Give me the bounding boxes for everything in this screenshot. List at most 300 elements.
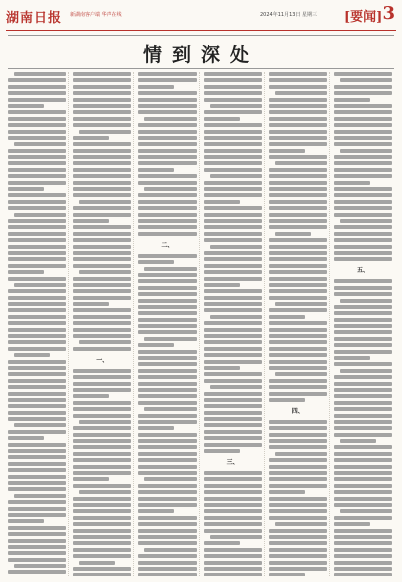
- body-text-line: [269, 251, 327, 255]
- body-text-line: [269, 420, 327, 424]
- body-text-line: [334, 245, 392, 249]
- body-text-line: [138, 273, 196, 277]
- body-text-line: [138, 330, 196, 334]
- body-text-line: [269, 366, 327, 370]
- body-text-line: [334, 561, 392, 565]
- body-text-line: [138, 445, 196, 449]
- body-text-line: [334, 522, 370, 526]
- body-text-line: [269, 484, 327, 488]
- body-text-line: [269, 206, 327, 210]
- body-text-line: [334, 337, 392, 341]
- body-text-line: [138, 85, 174, 89]
- body-text-line: [269, 270, 327, 274]
- body-text-line: [269, 238, 327, 242]
- body-text-line: [269, 296, 327, 300]
- body-text-line: [73, 484, 131, 488]
- body-text-line: [334, 388, 392, 392]
- body-text-line: [8, 98, 66, 102]
- body-text-line: [8, 551, 66, 555]
- body-text-line: [334, 567, 392, 571]
- body-text-line: [204, 232, 262, 236]
- body-text-line: [334, 516, 392, 520]
- body-text-line: [275, 372, 327, 376]
- body-text-line: [138, 516, 196, 520]
- body-text-line: [144, 477, 196, 481]
- body-text-line: [8, 372, 66, 376]
- body-text-line: [138, 213, 196, 217]
- body-text-line: [73, 535, 131, 539]
- body-text-line: [204, 110, 262, 114]
- section-label: [要闻]: [344, 10, 383, 25]
- body-text-line: [8, 526, 66, 530]
- headline-rule-bottom: [8, 68, 394, 69]
- body-text-line: [334, 535, 392, 539]
- body-text-line: [8, 462, 66, 466]
- body-text-line: [204, 411, 262, 415]
- body-text-line: [334, 343, 392, 347]
- body-text-line: [73, 509, 131, 513]
- body-text-line: [204, 372, 262, 376]
- body-text-line: [269, 155, 327, 159]
- body-text-line: [73, 394, 109, 398]
- body-text-line: [269, 245, 327, 249]
- body-text-line: [334, 130, 392, 134]
- body-text-line: [138, 104, 196, 108]
- page-headline: 情到深处: [142, 44, 259, 66]
- body-text-line: [144, 187, 196, 191]
- body-text-line: [334, 356, 370, 360]
- body-text-line: [8, 507, 66, 511]
- body-text-line: [138, 279, 196, 283]
- body-text-line: [334, 232, 392, 236]
- body-text-line: [210, 174, 262, 178]
- article-column-1: [8, 72, 69, 576]
- body-text-line: [8, 379, 66, 383]
- body-text-line: [73, 296, 131, 300]
- body-text-line: [138, 286, 196, 290]
- body-text-line: [73, 117, 131, 121]
- body-text-line: [138, 311, 196, 315]
- body-text-line: [269, 328, 327, 332]
- body-text-line: [8, 545, 66, 549]
- body-text-line: [8, 340, 66, 344]
- body-text-line: [73, 206, 131, 210]
- body-text-line: [334, 279, 392, 283]
- body-text-line: [204, 78, 262, 82]
- body-text-line: [73, 142, 131, 146]
- body-text-line: [334, 155, 392, 159]
- body-text-line: [8, 187, 44, 191]
- body-text-line: [204, 193, 262, 197]
- body-text-line: [269, 535, 327, 539]
- body-text-line: [73, 277, 131, 281]
- body-text-line: [73, 91, 131, 95]
- body-text-line: [269, 98, 327, 102]
- body-text-line: [79, 200, 131, 204]
- newspaper-logo: 湖南日报: [6, 11, 63, 26]
- body-text-line: [334, 187, 392, 191]
- body-text-line: [269, 213, 327, 217]
- body-text-line: [275, 91, 327, 95]
- body-text-line: [269, 72, 327, 76]
- body-text-line: [138, 573, 196, 576]
- body-text-line: [334, 503, 392, 507]
- body-text-line: [204, 477, 262, 481]
- body-text-line: [138, 305, 196, 309]
- article-column-2: [73, 72, 134, 576]
- body-text-line: [269, 117, 327, 121]
- body-text-line: [334, 541, 392, 545]
- article-column-6: [334, 72, 394, 576]
- body-text-line: [138, 554, 196, 558]
- body-text-line: [334, 458, 392, 462]
- body-text-line: [269, 181, 327, 185]
- body-text-line: [14, 142, 66, 146]
- body-text-line: [269, 458, 327, 462]
- body-text-line: [73, 315, 131, 319]
- body-text-line: [334, 573, 392, 576]
- body-text-line: [73, 445, 131, 449]
- body-text-line: [138, 529, 196, 533]
- body-text-line: [138, 401, 196, 405]
- body-text-line: [334, 206, 392, 210]
- body-text-line: [269, 554, 327, 558]
- body-text-line: [204, 379, 262, 383]
- body-text-line: [204, 219, 262, 223]
- body-text-line: [269, 385, 327, 389]
- body-text-line: [204, 257, 262, 261]
- body-text-line: [73, 458, 131, 462]
- body-text-line: [269, 315, 305, 319]
- body-text-line: [73, 264, 131, 268]
- body-text-line: [204, 360, 262, 364]
- body-text-line: [138, 161, 196, 165]
- body-text-line: [269, 445, 327, 449]
- body-text-line: [14, 283, 66, 287]
- body-text-line: [8, 168, 66, 172]
- issue-date: 2024年11月13日 星期三: [260, 12, 318, 18]
- body-text-line: [73, 497, 131, 501]
- body-text-line: [269, 142, 327, 146]
- body-text-line: [269, 541, 327, 545]
- body-text-line: [334, 433, 392, 437]
- body-text-line: [269, 130, 327, 134]
- body-text-line: [8, 487, 66, 491]
- body-text-line: [204, 497, 262, 501]
- body-text-line: [73, 308, 131, 312]
- body-text-line: [269, 497, 327, 501]
- body-text-line: [144, 548, 196, 552]
- body-text-line: [8, 315, 66, 319]
- body-text-line: [204, 541, 240, 545]
- body-text-line: [334, 465, 392, 469]
- body-text-line: [73, 554, 131, 558]
- body-text-line: [138, 561, 196, 565]
- body-text-line: [73, 465, 131, 469]
- body-text-line: [269, 490, 305, 494]
- body-text-line: [269, 193, 327, 197]
- body-text-line: [8, 411, 66, 415]
- body-text-line: [8, 277, 66, 281]
- body-text-line: [73, 439, 131, 443]
- masthead-tagline: 新湖南客户端 华声在线: [70, 12, 122, 18]
- body-text-line: [334, 529, 392, 533]
- body-text-line: [73, 168, 131, 172]
- body-text-line: [334, 72, 392, 76]
- body-text-line: [269, 225, 327, 229]
- body-text-line: [138, 356, 196, 360]
- body-text-line: [138, 497, 196, 501]
- body-text-line: [340, 149, 392, 153]
- body-text-line: [269, 561, 327, 565]
- body-text-line: [73, 375, 131, 379]
- body-text-line: [8, 430, 66, 434]
- body-text-line: [204, 251, 262, 255]
- body-text-line: [138, 174, 196, 178]
- body-text-line: [8, 513, 66, 517]
- body-text-line: [73, 541, 131, 545]
- body-text-line: [334, 420, 392, 424]
- body-text-line: [73, 72, 131, 76]
- body-text-line: [269, 123, 327, 127]
- body-text-line: [138, 181, 196, 185]
- body-text-line: [334, 548, 392, 552]
- body-text-line: [73, 85, 131, 89]
- body-text-line: [138, 567, 196, 571]
- body-text-line: [138, 382, 196, 386]
- body-text-line: [144, 337, 196, 341]
- body-text-line: [210, 245, 262, 249]
- body-text-line: [73, 548, 131, 552]
- body-text-line: [73, 251, 131, 255]
- body-text-line: [8, 360, 66, 364]
- body-text-line: [138, 299, 196, 303]
- body-text-line: [79, 270, 131, 274]
- body-text-line: [73, 257, 131, 261]
- body-text-line: [73, 225, 131, 229]
- body-text-line: [204, 436, 262, 440]
- body-text-line: [14, 564, 66, 568]
- body-text-line: [73, 174, 131, 178]
- body-text-line: [204, 283, 240, 287]
- body-text-line: [138, 490, 196, 494]
- body-text-line: [8, 475, 66, 479]
- body-text-line: [8, 200, 66, 204]
- body-text-line: [138, 375, 196, 379]
- body-text-line: [204, 366, 240, 370]
- body-text-line: [8, 334, 66, 338]
- body-text-line: [204, 567, 262, 571]
- body-text-line: [8, 219, 66, 223]
- body-text-line: [269, 471, 327, 475]
- body-text-line: [334, 117, 392, 121]
- body-text-line: [269, 398, 305, 402]
- body-text-line: [269, 308, 327, 312]
- body-text-line: [210, 385, 262, 389]
- body-text-line: [269, 567, 327, 571]
- body-text-line: [8, 206, 66, 210]
- body-text-line: [138, 503, 196, 507]
- body-text-line: [8, 110, 66, 114]
- body-text-line: [73, 213, 131, 217]
- body-text-line: [204, 423, 262, 427]
- body-text-line: [138, 394, 196, 398]
- body-text-line: [138, 426, 174, 430]
- body-text-line: [334, 85, 392, 89]
- body-text-line: [210, 104, 262, 108]
- body-text-line: [8, 347, 66, 351]
- body-text-line: [334, 110, 392, 114]
- body-text-line: [14, 213, 66, 217]
- body-text-line: [210, 315, 262, 319]
- body-text-line: [269, 168, 327, 172]
- article-subhead: 四、: [291, 407, 304, 415]
- body-text-line: [204, 353, 262, 357]
- body-text-line: [8, 78, 66, 82]
- body-text-line: [204, 573, 262, 576]
- body-text-line: [269, 509, 327, 513]
- body-text-line: [8, 519, 44, 523]
- body-text-line: [144, 117, 196, 121]
- body-text-line: [204, 72, 262, 76]
- body-text-line: [8, 123, 66, 127]
- body-text-line: [73, 407, 131, 411]
- body-text-line: [73, 123, 131, 127]
- body-text-line: [204, 340, 262, 344]
- body-text-line: [334, 414, 392, 418]
- body-text-line: [14, 353, 50, 357]
- body-text-line: [73, 388, 131, 392]
- masthead: [6, 4, 396, 31]
- body-text-line: [73, 522, 131, 526]
- body-text-line: [8, 385, 66, 389]
- article-subhead: 一、: [96, 356, 109, 364]
- body-text-line: [334, 193, 392, 197]
- body-text-line: [334, 292, 392, 296]
- body-text-line: [204, 347, 262, 351]
- body-text-line: [269, 219, 327, 223]
- body-text-line: [8, 136, 66, 140]
- body-text-line: [269, 573, 305, 576]
- body-text-line: [8, 270, 44, 274]
- body-text-line: [275, 302, 327, 306]
- body-text-line: [138, 414, 196, 418]
- body-text-line: [204, 398, 262, 402]
- body-text-line: [8, 436, 44, 440]
- body-text-line: [340, 219, 392, 223]
- body-text-line: [269, 529, 327, 533]
- body-text-line: [204, 181, 262, 185]
- body-text-line: [340, 509, 392, 513]
- body-text-line: [8, 91, 66, 95]
- body-text-line: [334, 401, 392, 405]
- body-text-line: [138, 200, 196, 204]
- body-text-line: [334, 181, 370, 185]
- body-text-line: [269, 283, 327, 287]
- article-column-4: [204, 72, 265, 576]
- body-text-line: [269, 353, 327, 357]
- body-text-line: [334, 257, 392, 261]
- body-text-line: [73, 529, 131, 533]
- body-text-line: [138, 535, 196, 539]
- body-text-line: [204, 200, 240, 204]
- body-text-line: [14, 494, 66, 498]
- body-text-line: [138, 98, 196, 102]
- body-text-line: [73, 219, 109, 223]
- body-text-line: [334, 407, 392, 411]
- body-text-line: [8, 455, 66, 459]
- body-text-line: [8, 404, 66, 408]
- body-text-line: [334, 426, 392, 430]
- body-text-line: [138, 343, 174, 347]
- body-text-line: [334, 330, 392, 334]
- body-text-line: [204, 548, 262, 552]
- body-text-line: [8, 468, 66, 472]
- body-text-line: [73, 573, 131, 576]
- article-column-5: [269, 72, 330, 576]
- body-text-line: [275, 232, 311, 236]
- body-text-line: [8, 500, 66, 504]
- body-text-line: [138, 452, 196, 456]
- body-text-line: [204, 85, 262, 89]
- body-text-line: [73, 426, 131, 430]
- body-text-line: [138, 130, 196, 134]
- body-text-line: [138, 168, 174, 172]
- body-text-line: [8, 174, 66, 178]
- body-text-line: [8, 85, 66, 89]
- body-text-line: [138, 110, 196, 114]
- body-text-line: [204, 123, 262, 127]
- body-text-line: [8, 232, 66, 236]
- body-text-line: [73, 238, 131, 242]
- body-text-line: [340, 439, 376, 443]
- body-text-line: [8, 308, 66, 312]
- body-text-line: [269, 392, 327, 396]
- page-number: 3: [382, 3, 395, 24]
- body-text-line: [138, 420, 196, 424]
- body-text-line: [138, 72, 196, 76]
- body-text-line: [73, 289, 131, 293]
- body-text-line: [73, 401, 131, 405]
- body-text-line: [138, 369, 196, 373]
- body-text-line: [269, 257, 327, 261]
- body-text-line: [204, 490, 262, 494]
- body-text-line: [334, 251, 392, 255]
- body-text-line: [269, 426, 327, 430]
- body-text-line: [334, 238, 392, 242]
- body-text-line: [8, 392, 66, 396]
- body-text-line: [138, 471, 196, 475]
- body-text-line: [204, 328, 262, 332]
- body-text-line: [138, 522, 196, 526]
- body-text-line: [79, 420, 131, 424]
- body-text-line: [204, 417, 262, 421]
- body-text-line: [8, 417, 66, 421]
- body-text-line: [8, 149, 66, 153]
- body-text-line: [204, 155, 262, 159]
- body-text-line: [334, 490, 392, 494]
- body-text-line: [138, 362, 196, 366]
- body-text-line: [73, 104, 131, 108]
- body-text-line: [204, 161, 262, 165]
- body-text-line: [204, 449, 240, 453]
- body-text-line: [275, 452, 327, 456]
- body-text-line: [334, 174, 392, 178]
- body-text-line: [340, 78, 392, 82]
- body-text-line: [73, 98, 131, 102]
- body-text-line: [269, 149, 305, 153]
- body-text-line: [334, 123, 392, 127]
